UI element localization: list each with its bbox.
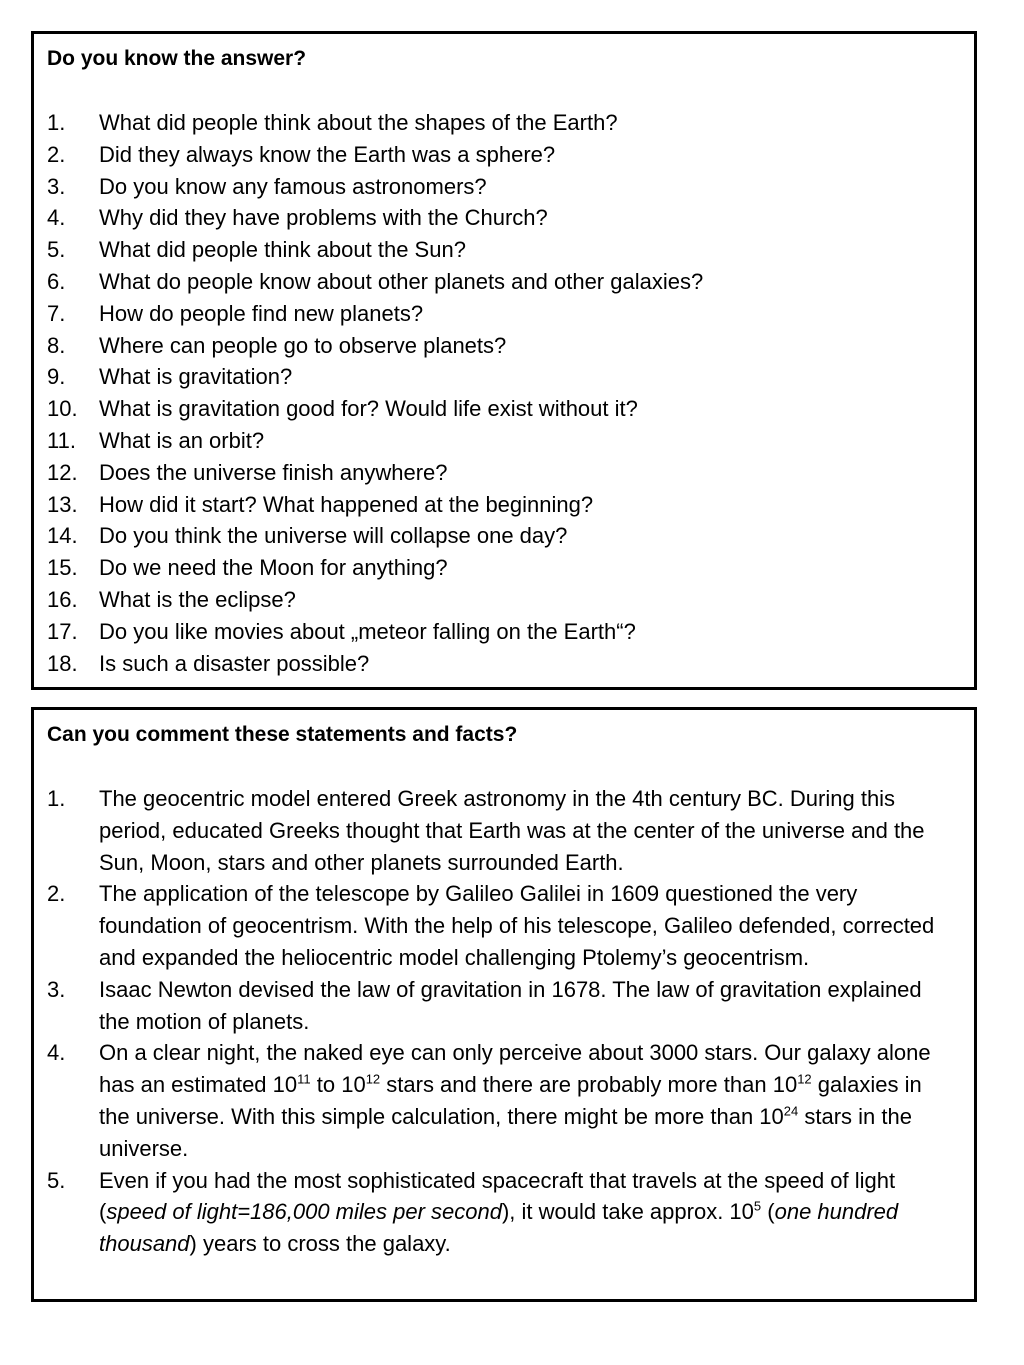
item-number: 7. — [47, 300, 66, 326]
item-number: 5. — [47, 1167, 66, 1193]
list-item — [47, 330, 703, 362]
list-item — [47, 520, 703, 552]
item-number: 14. — [47, 523, 78, 549]
item-number: 15. — [47, 555, 78, 581]
list-item — [47, 616, 703, 648]
question-text: What did people think about the Sun? — [99, 237, 466, 263]
question-text: Does the universe finish anywhere? — [99, 459, 448, 485]
statement-text: The application of the telescope by Galileo Galilei in 1609 questioned the very foundation of geocentrism. With the help of his telescope, Galileo defended, corrected and expanded the heliocentric model challenging Ptolemy’s geocentrism. — [99, 881, 935, 970]
item-number: 2. — [47, 141, 66, 167]
item-number: 4. — [47, 1040, 66, 1066]
list-item — [47, 489, 703, 521]
exponent: 5 — [753, 1198, 762, 1214]
list-item — [47, 107, 703, 139]
statements-box — [31, 707, 977, 1302]
text-segment: ( — [761, 1199, 775, 1225]
list-item — [47, 584, 703, 616]
item-number: 10. — [47, 396, 78, 422]
question-text: Is such a disaster possible? — [99, 650, 370, 676]
exponent: 12 — [365, 1071, 381, 1087]
list-item — [47, 361, 703, 393]
italic-text: speed of light=186,000 miles per second — [106, 1199, 502, 1225]
item-number: 16. — [47, 586, 78, 612]
question-text: What is gravitation? — [99, 364, 293, 390]
list-item — [47, 393, 703, 425]
question-text: Where can people go to observe planets? — [99, 332, 507, 358]
question-text: What do people know about other planets and other galaxies? — [99, 268, 704, 294]
text-segment: stars and there are probably more than 10 — [380, 1072, 798, 1098]
list-item — [47, 783, 952, 878]
text-segment: ), it would take approx. 10 — [501, 1199, 754, 1225]
statements-heading: Can you comment these statements and facts? — [47, 723, 518, 746]
question-text: Do you know any famous astronomers? — [99, 173, 487, 199]
question-text: Do you think the universe will collapse one day? — [99, 523, 568, 549]
item-number: 5. — [47, 237, 66, 263]
text-segment: to 10 — [310, 1072, 366, 1098]
question-text: Do you like movies about „meteor falling on the Earth“? — [99, 618, 636, 644]
list-item — [47, 1037, 952, 1164]
item-number: 8. — [47, 332, 66, 358]
list-item — [47, 1165, 952, 1260]
exponent: 12 — [797, 1071, 812, 1087]
question-text: Did they always know the Earth was a sphere? — [99, 141, 556, 167]
questions-box — [31, 31, 977, 690]
statement-text: The geocentric model entered Greek astronomy in the 4th century BC. During this period, educated Greeks thought that Earth was at the center of the universe and the Sun, Moon, stars and other planets surrounded Earth. — [99, 786, 925, 875]
statement-text — [99, 1165, 952, 1260]
item-number: 6. — [47, 268, 66, 294]
item-number: 9. — [47, 364, 66, 390]
list-item — [47, 202, 703, 234]
italic-text: one hundred thousand — [99, 1199, 899, 1257]
item-number: 17. — [47, 618, 78, 644]
item-number: 13. — [47, 491, 78, 517]
list-item — [47, 298, 703, 330]
statements-list — [47, 783, 952, 1260]
item-number: 4. — [47, 205, 66, 231]
list-item — [47, 234, 703, 266]
question-text: What is the eclipse? — [99, 586, 296, 612]
question-text: How did it start? What happened at the beginning? — [99, 491, 594, 517]
statement-text — [99, 1037, 952, 1164]
text-segment: ) years to cross the galaxy. — [189, 1231, 451, 1257]
item-number: 2. — [47, 881, 66, 907]
item-number: 3. — [47, 976, 66, 1002]
question-text: What is gravitation good for? Would life exist without it? — [99, 396, 638, 422]
list-item — [47, 552, 703, 584]
list-item — [47, 266, 703, 298]
list-item — [47, 171, 703, 203]
text-segment: stars in the universe. — [99, 1103, 912, 1161]
text-segment: On a clear night, the naked eye can only perceive about 3000 stars. Our galaxy alone has an estimated 10 — [99, 1040, 931, 1098]
item-number: 3. — [47, 173, 66, 199]
item-number: 12. — [47, 459, 78, 485]
list-item — [47, 974, 952, 1038]
exponent: 24 — [783, 1103, 799, 1119]
list-item — [47, 457, 703, 489]
question-text: Why did they have problems with the Church? — [99, 205, 548, 231]
question-text: What is an orbit? — [99, 427, 265, 453]
item-number: 1. — [47, 110, 66, 135]
text-segment: Even if you had the most sophisticated spacecraft that travels at the speed of light ( — [99, 1167, 896, 1225]
exponent: 11 — [297, 1071, 311, 1087]
questions-heading: Do you know the answer? — [47, 47, 307, 70]
item-number: 18. — [47, 650, 78, 676]
list-item — [47, 139, 703, 171]
question-text: How do people find new planets? — [99, 300, 424, 326]
list-item — [47, 878, 952, 973]
item-number: 11. — [47, 427, 76, 453]
question-text: Do we need the Moon for anything? — [99, 555, 448, 581]
question-text: What did people think about the shapes of the Earth? — [99, 110, 618, 135]
text-segment: galaxies in the universe. With this simple calculation, there might be more than 10 — [99, 1072, 922, 1129]
list-item — [47, 648, 703, 680]
questions-list — [47, 107, 703, 679]
list-item — [47, 425, 703, 457]
statement-text: Isaac Newton devised the law of gravitation in 1678. The law of gravitation explained the motion of planets. — [99, 976, 922, 1034]
item-number: 1. — [47, 786, 66, 811]
